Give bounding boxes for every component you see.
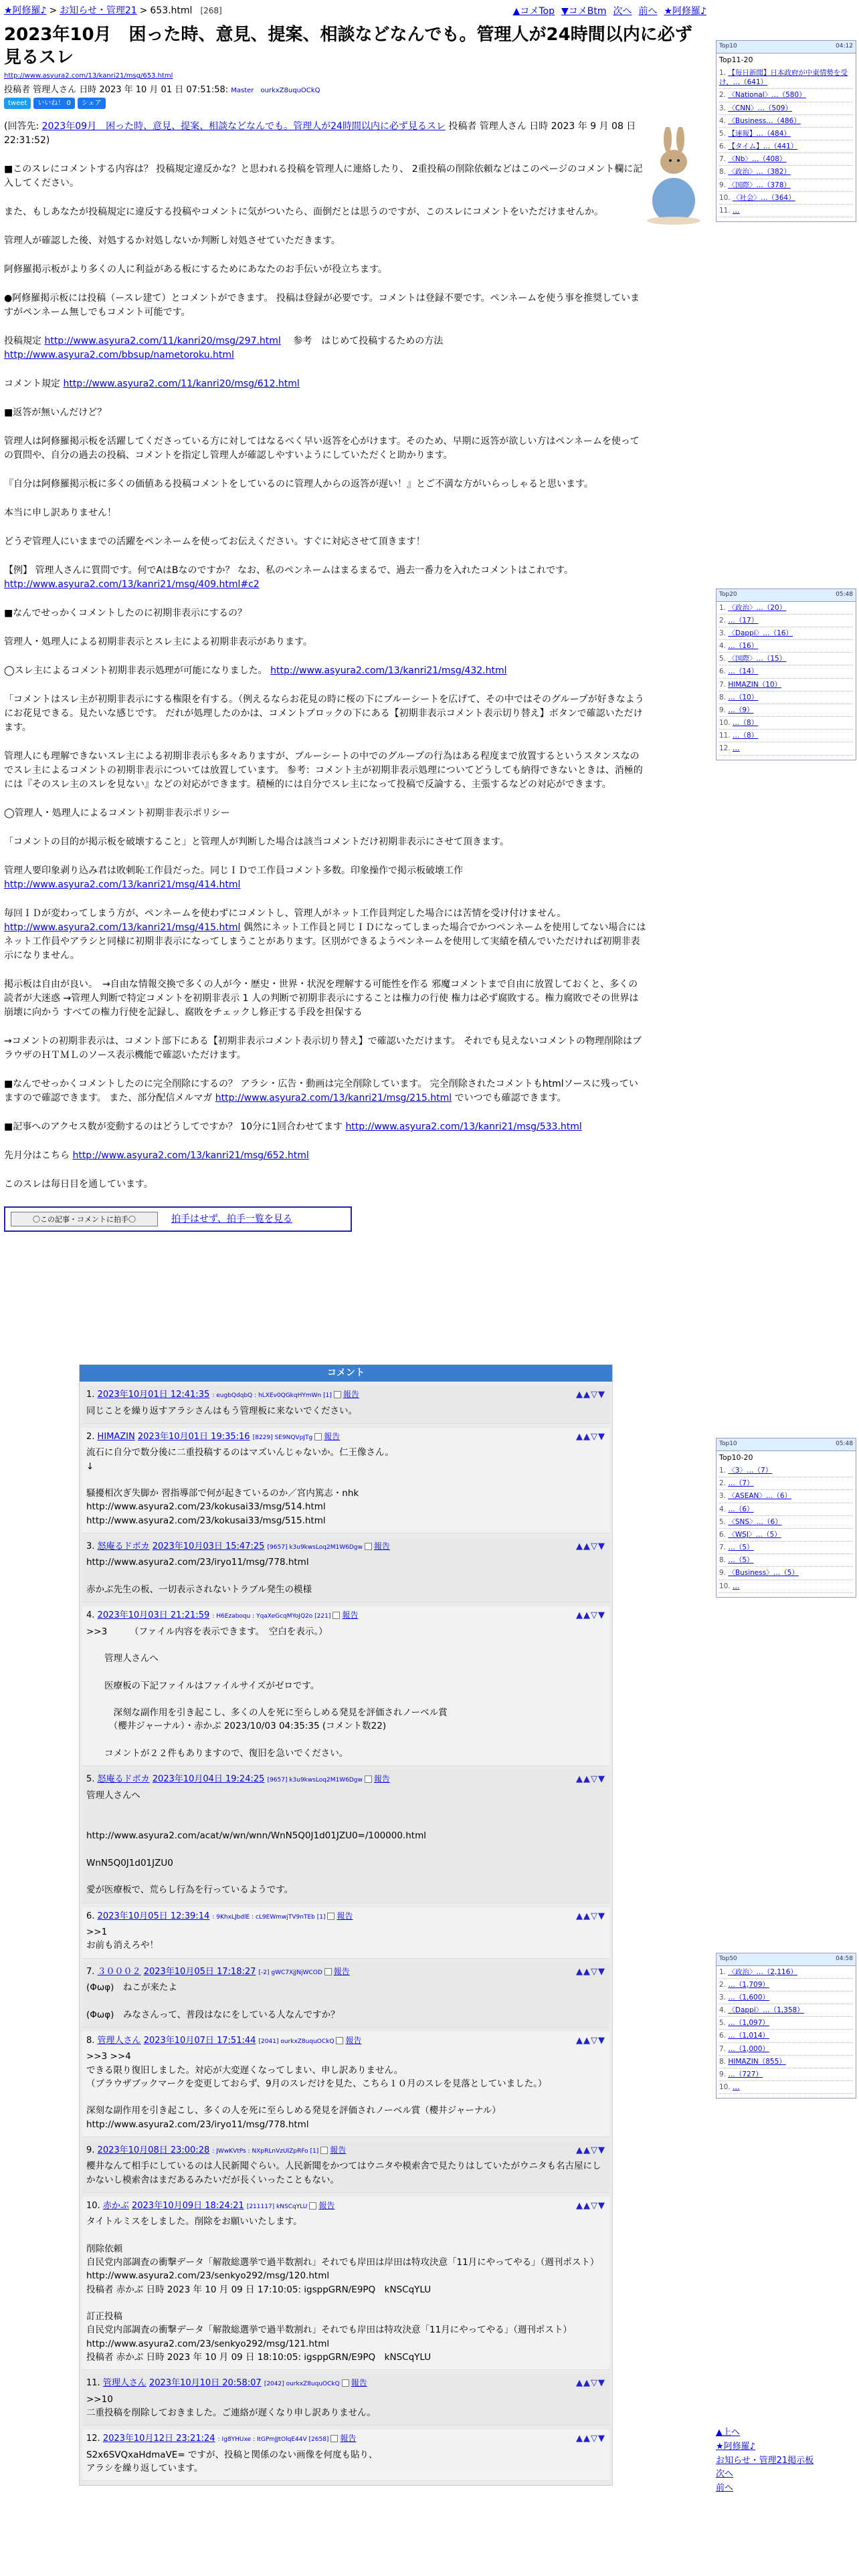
comment-nav-arrows-icon[interactable]: ▲▲▽▼	[576, 2035, 605, 2046]
report-checkbox[interactable]	[320, 2147, 328, 2154]
ranking-item: 1. 〈政治〉…（20）	[719, 602, 853, 615]
main-column	[4, 0, 706, 1248]
comment-number: 11.	[86, 2378, 100, 2388]
ranking-box-header: Top50 04:58	[717, 1953, 856, 1966]
ranking-item: 11. …	[719, 205, 853, 217]
ranking-item-link[interactable]: …（5）	[728, 1543, 754, 1552]
body-paragraph: 管理人にも理解できないスレ主による初期非表示も多々ありますが、ブルーシートの中でのグループの行為はある程度まで放置するというスタンスなのでスレ主によるコメントの初期非表示については放置しています。 参考：コメント主が初期非表示処理についてどうしても納得できないときは、消極的には『そのスレ主のスレを見ない』などの対応ができます。積極的には自分でスレ主になって投稿で反論する、主張するなどの対応ができます。	[4, 751, 643, 790]
report-link[interactable]: 報告	[333, 1966, 350, 1976]
body-paragraph: 先月分はこちら http://www.asyura2.com/13/kanri21/msg/652.html	[4, 1150, 309, 1162]
comment-text: タイトルミスをしました。削除をお願いいたします。 削除依頼 自民党内部調査の衝撃データ「解散総選挙で過半数割れ」それでも岸田は岸田は特攻決意「11月にやってやる」（週刊ポスト） http://www.asyura2.com/23/senkyo292/msg/120.html 投稿者 赤かぶ 日時 2023 年 10 月 09 日 17:10:05: igsppGRN/E9PQ kNSCqYLU 訂正投稿 自民党内部調査の衝撃データ「解散総選挙で過半数割れ」それでも岸田は特攻決意「11月にやってやる」（週刊ポスト） http://www.asyura2.com/23/senkyo292/msg/121.html 投稿者 赤かぶ 日時 2023 年 10 月 09 日 18:10:05: igsppGRN/E9PQ kNSCqYLU	[86, 2216, 599, 2363]
comment-date-link[interactable]: 2023年10月07日 17:51:44	[143, 2035, 256, 2046]
comment-date-link[interactable]: 2023年10月05日 17:18:27	[143, 1966, 256, 1977]
ranking-item: 6. 〈WSJ〉…（5）	[719, 1529, 853, 1541]
ranking-item: 2. …（7）	[719, 1477, 853, 1490]
comment-header	[86, 2432, 605, 2446]
ranking-item-link[interactable]: 〈社会〉…（364）	[733, 193, 795, 202]
report-checkbox[interactable]	[309, 2202, 316, 2210]
ranking-box-header: Top10 04:12	[717, 41, 856, 53]
first-post-guide-link[interactable]: http://www.asyura2.com/bbsup/nametoroku.html	[4, 350, 234, 361]
comment-nav-arrows-icon[interactable]: ▲▲▽▼	[576, 2434, 605, 2444]
comment-header	[86, 2199, 605, 2213]
report-link[interactable]: 報告	[342, 1610, 359, 1620]
ranking-item: 3. …（1,600）	[719, 1992, 853, 2004]
ranking-item-link[interactable]: 〈Business…（486）	[728, 116, 801, 125]
body-paragraph: ●阿修羅掲示板には投稿（ースレ建て）とコメントができます。 投稿は登録が必要です。コメントは登録不要です。ペンネームを使う事を推奨していますがペンネーム無しでもコメント可能です。	[4, 293, 640, 318]
comment-date-link[interactable]: 2023年10月05日 12:39:14	[97, 1911, 210, 1921]
ranking-item: 1. 〈政治〉…（2,116）	[719, 1966, 853, 1979]
comment-header	[86, 1910, 605, 1923]
comment-date-link[interactable]: 2023年10月12日 23:21:24	[102, 2434, 215, 2444]
article-body	[4, 120, 646, 1232]
ranking-item: 10. …	[719, 1580, 853, 1593]
comment-number: 12.	[86, 2434, 100, 2444]
report-link[interactable]: 報告	[345, 2035, 362, 2045]
comment-nav-arrows-icon[interactable]: ▲▲▽▼	[576, 1390, 605, 1400]
example-comment-link[interactable]: http://www.asyura2.com/13/kanri21/msg/409.html#c2	[4, 579, 260, 591]
ranking-item-link[interactable]: …（9）	[728, 706, 754, 714]
ranking-item: 3. 〈CNN〉…（509）	[719, 102, 853, 115]
sidebar-bottom-link[interactable]: ▲上へ	[716, 2428, 740, 2438]
author-id[interactable]: Master ourkxZ8uquOCkQ	[231, 86, 320, 94]
ranking-item-link[interactable]: 〈Business〉…（5）	[728, 1569, 799, 1578]
comment-item	[82, 2374, 609, 2426]
ranking-box	[716, 1953, 856, 2099]
ranking-item-link[interactable]: …	[733, 206, 740, 215]
comment-header	[86, 2144, 605, 2157]
article-author-date: 投稿者 管理人さん 日時 2023 年 10 月 01 日 07:51:58:	[4, 84, 229, 95]
report-checkbox[interactable]	[342, 2379, 349, 2387]
ranking-item-link[interactable]: …（14）	[728, 667, 759, 676]
breadcrumb-home-link[interactable]: ★阿修羅♪	[4, 5, 47, 16]
comment-item	[82, 1606, 609, 1766]
ranking-item: 3. 〈Dappi〉…（16）	[719, 627, 853, 640]
comment-top-link[interactable]: ▲コメTop	[512, 6, 555, 17]
report-checkbox[interactable]	[365, 1776, 372, 1783]
breadcrumb-board-link[interactable]: お知らせ・管理21	[60, 5, 137, 16]
body-paragraph: 『自分は阿修羅掲示板に多くの価値ある投稿コメントをしているのに管理人からの返答が遅い！』とご不満な方がいらっしゃると思います。	[4, 479, 593, 490]
ranking-item: 5. 〈国際〉…（15）	[719, 653, 853, 665]
ranking-item-link[interactable]: …（1,600）	[728, 1993, 769, 2002]
report-checkbox[interactable]	[332, 1612, 340, 1619]
right-navigation	[513, 5, 706, 19]
reply-to-line: (回答先: 2023年09月 困った時、意見、提案、相談などなんでも。管理人が24時間以内に必ず見るスレ 投稿者 管理人さん 日時 2023 年 9 月 08 日 22:31:52)	[4, 121, 636, 146]
ranking-item-link[interactable]: …	[733, 744, 740, 753]
sidebar-bottom-links	[716, 2426, 814, 2496]
comment-bottom-link[interactable]: ▼コメBtm	[561, 6, 607, 17]
comment-date-link[interactable]: 2023年10月10日 20:58:07	[149, 2378, 262, 2388]
ranking-item-link[interactable]: …	[733, 1582, 740, 1590]
ranking-item: 7. 〈Nb〉…（408）	[719, 153, 853, 166]
ranking-item: 4. …（16）	[719, 640, 853, 653]
ranking-item-link[interactable]: …（6）	[728, 1505, 754, 1513]
ranking-item: 8. …（5）	[719, 1554, 853, 1567]
comment-list	[80, 1386, 612, 2481]
ranking-item-link[interactable]: 〈国際〉…（378）	[728, 181, 791, 189]
last-month-link[interactable]: http://www.asyura2.com/13/kanri21/msg/652.html	[72, 1150, 309, 1162]
ranking-item-link[interactable]: 〈ASEAN〉…（6）	[728, 1492, 792, 1501]
ranking-item-link[interactable]: 〈WSJ〉…（5）	[728, 1530, 781, 1539]
body-paragraph: どうぞ管理人にいままでの活躍をペンネームを使ってお伝えください。すぐに対応させて頂きます！	[4, 536, 425, 548]
body-paragraph: 毎回ＩＤが変わってしまう方が、ペンネームを使わずにコメントし、管理人がネット工作員判定した場合には苦情を受け付けません。 http://www.asyura2.com/13/kanri21/msg/415.html 偶然にネット工作員と同じＩＤになってしまった場合でかつペンネームを使用してない場合にはネット工作員やアラシと同様に初期非表示になってしまうことがあります。区別ができるようペンネームを使用して実績を積んでいただければ初期非表示になりません。	[4, 908, 646, 962]
comment-item	[82, 1963, 609, 2028]
body-paragraph: 管理人・処理人による初期非表示とスレ主による初期非表示があります。	[4, 637, 312, 648]
comment-rules-link[interactable]: http://www.asyura2.com/11/kanri20/msg/612.html	[63, 379, 300, 390]
comment-date-link[interactable]: 2023年10月03日 21:21:59	[97, 1610, 210, 1620]
ranking-item-link[interactable]: 【毎日新聞】日本政府が中東情勢を受け、…（641）	[719, 69, 848, 87]
clap-list-link[interactable]: 拍手はせず、拍手一覧を見る	[171, 1213, 292, 1224]
ranking-item: 6. …（1,014）	[719, 2030, 853, 2042]
ranking-list	[717, 602, 856, 760]
comments-section	[79, 1364, 613, 2486]
comment-header	[86, 1430, 605, 1444]
comment-nav-arrows-icon[interactable]: ▲▲▽▼	[576, 1431, 605, 1442]
ranking-list	[717, 1465, 856, 1597]
view-count: [268]	[200, 6, 222, 15]
comment-item	[82, 2032, 609, 2137]
body-paragraph: 管理人が確認した後、対処するか対処しないか判断し対処させていただきます。	[4, 235, 341, 247]
ranking-item: 8. HIMAZIN（855）	[719, 2056, 853, 2068]
comment-header	[86, 1609, 605, 1622]
comment-nav-arrows-icon[interactable]: ▲▲▽▼	[576, 1966, 605, 1977]
share-buttons	[4, 98, 106, 109]
ranking-item: 6. …（14）	[719, 665, 853, 678]
comment-item	[82, 1386, 609, 1424]
ranking-item-link[interactable]: HIMAZIN（855）	[728, 2057, 786, 2066]
comment-text: 櫻井なんて相手にしているのは人民新聞ぐらい。人民新聞をかつてはウニタや模索舎で見たりはしていたがウニタも名古屋にしかないし模索舎はまだあるみたいだが長くいったこともない。	[86, 2161, 601, 2185]
comment-number: 8.	[86, 2035, 95, 2046]
body-paragraph: 管理人要印象剥り込み君は敗刺恥工作員だった。同じＩＤで工作員コメント多数。印象操作で掲示板破壊工作 http://www.asyura2.com/13/kanri21/msg/414.html	[4, 865, 463, 891]
ranking-item: 1. 【毎日新聞】日本政府が中東情勢を受け、…（641）	[719, 67, 853, 89]
ranking-item-link[interactable]: …（10）	[728, 693, 759, 702]
comment-text: 同じことを繰り返すアラシさんはもう管理板に来ないでください。	[86, 1405, 357, 1416]
ranking-item: 8. …（10）	[719, 691, 853, 704]
comment-header	[86, 1540, 605, 1553]
troll-report-link[interactable]: http://www.asyura2.com/13/kanri21/msg/414.html	[4, 879, 241, 891]
comment-date-link[interactable]: 2023年10月09日 18:24:21	[131, 2200, 244, 2211]
ranking-item-link[interactable]: …	[733, 2083, 740, 2092]
body-paragraph: ■返答が無いんだけど？	[4, 407, 107, 419]
ranking-item: 9. 〈Business〉…（5）	[719, 1567, 853, 1580]
comment-author-link[interactable]: 管理人さん	[102, 2378, 147, 2388]
body-paragraph: 阿修羅掲示板がより多くの人に利益がある板にするためにあなたのお手伝いが役立ちます。	[4, 264, 387, 276]
comment-text: >>1 お前も消えろや！	[86, 1927, 159, 1951]
body-paragraph: 「コメントはスレ主が初期非表示にする権限を有する。（例えるならお花見の時に桜の下にブルーシートを広げて、その中ではそのグループが好きなようにお花見できる。見たいな感じです。 だれが処理したのかは、コメントブロックの下にある【初期非表示コメント表示切り替え】ボタンで確認いただけます。	[4, 694, 644, 734]
comment-number: 6.	[86, 1911, 95, 1921]
ranking-box-title: Top11-20	[719, 55, 753, 64]
ranking-item-link[interactable]: …（1,014）	[728, 2032, 769, 2040]
report-checkbox[interactable]	[336, 2037, 343, 2044]
ranking-item-link[interactable]: …（7）	[728, 1479, 754, 1488]
comment-text: 流石に自分で数分後に二重投稿するのはマズいんじゃないか。仁王像さん。 ↓ 騒擾相次ぎ失脚か 習指導部で何が起きているのか／宮内篤志・nhk http://www.asyura2.com/23/kokusai33/msg/514.html http://www.asyura2.com/23/kokusai33/msg/515.html	[86, 1447, 394, 1526]
comment-header	[86, 2377, 605, 2390]
clap-box	[4, 1206, 352, 1232]
comment-author-link[interactable]: 怒庵るドボカ	[97, 1541, 150, 1551]
ranking-box	[716, 40, 856, 222]
comment-number: 5.	[86, 1774, 95, 1784]
ranking-item-link[interactable]: …（8）	[733, 732, 759, 740]
comment-id[interactable]: : eugbQdqbQ : hLXEv0QGkqHYmWn [1]	[212, 1392, 332, 1399]
ranking-item: 6. 【タイム】…（441）	[719, 140, 853, 153]
ranking-item: 11. …（8）	[719, 730, 853, 742]
comment-text: >>3 （ファイル内容を表示できます。 空白を表示。） 管理人さんへ 医療板の下記ファイルはファイルサイズがゼロです。 深刻な副作用を引き起こし、多くの人を死に至らしめる発見を評価されノーベル賞 （櫻井ジャーナル）・赤かぶ 2023/10/03 04:35:35 (コメント数22) コメントが２２件もありますので、復旧を急いでください。	[86, 1626, 448, 1759]
posting-rules-link[interactable]: http://www.asyura2.com/11/kanri20/msg/297.html	[44, 336, 281, 347]
breadcrumb-separator: >	[49, 5, 58, 16]
comment-number: 2.	[86, 1431, 95, 1442]
ranking-box	[716, 588, 856, 760]
comment-text: >>10 二重投稿を削除しておきました。ご連絡が遅くなり申し訳ありません。	[86, 2393, 376, 2418]
body-paragraph: コメント規定 http://www.asyura2.com/11/kanri20/msg/612.html	[4, 379, 300, 390]
body-paragraph: 【例】 管理人さんに質問です。何でAはBなのですか？ なお、私のペンネームはまるまるで、過去一番力を入れたコメントはこれです。 http://www.asyura2.com/13/kanri21/msg/409.html#c2	[4, 565, 573, 591]
body-paragraph: ■なんでせっかくコメントしたのに完全削除にするの？ アラシ・広告・動画は完全削除しています。 完全削除されたコメントもhtmlソースに残っていますので確認できます。 また、部分配信メルマガ http://www.asyura2.com/13/kanri21/msg/215.html でいつでも確認できます。	[4, 1079, 638, 1104]
comment-date-link[interactable]: 2023年10月04日 19:24:25	[152, 1774, 265, 1784]
comment-id[interactable]: : H6Ezaboqu : YqaXeGcqMYoJQ2o [221]	[212, 1613, 331, 1620]
next-link[interactable]: 次へ	[613, 6, 632, 17]
ranking-item-link[interactable]: …（8）	[733, 719, 759, 728]
ranking-box-header: Top20 05:48	[717, 589, 856, 602]
report-link[interactable]: 報告	[351, 2378, 367, 2387]
ranking-item: 3. 〈ASEAN〉…（6）	[719, 1490, 853, 1503]
comment-id[interactable]: [9657] k3u9kwsLoq2M1W6Dgw	[267, 1777, 363, 1784]
ranking-item-link[interactable]: HIMAZIN（10）	[728, 680, 782, 689]
body-paragraph: 本当に申し訳ありません！	[4, 508, 116, 519]
ranking-item-link[interactable]: …（1,000）	[728, 2044, 769, 2053]
ranking-item-link[interactable]: 〈Nb〉…（408）	[728, 155, 787, 164]
comment-date-link[interactable]: 2023年10月01日 12:41:35	[97, 1390, 210, 1400]
ranking-item: 4. 〈Dappi〉…（1,358）	[719, 2004, 853, 2017]
comment-header	[86, 1388, 605, 1402]
ranking-item: 7. …（5）	[719, 1541, 853, 1554]
report-checkbox[interactable]	[334, 1391, 341, 1398]
ranking-item-link[interactable]: 〈CNN〉…（509）	[728, 104, 792, 112]
ranking-item: 8. 〈政治〉…（382）	[719, 166, 853, 179]
report-checkbox[interactable]	[365, 1543, 372, 1550]
body-paragraph: 管理人は阿修羅掲示板を活躍してくださっている方に対してはなるべく早い返答を心がけます。そのため、早期に返答が欲しい方はペンネームを使っての質問や、自分の過去の投稿、コメントを指定し管理人が確認しやすいようにしていただくと助かります。	[4, 436, 640, 461]
report-link[interactable]: 報告	[330, 2145, 347, 2155]
comment-author-link[interactable]: 管理人さん	[97, 2035, 141, 2046]
comment-item	[82, 1770, 609, 1903]
ranking-item-link[interactable]: 〈国際〉…（15）	[728, 655, 787, 663]
ranking-item-link[interactable]: 〈National〉…（580）	[728, 91, 806, 100]
body-paragraph: ■記事へのアクセス数が変動するのはどうしてですか？ 10分に1回合わせてます http://www.asyura2.com/13/kanri21/msg/533.html	[4, 1121, 582, 1133]
comment-nav-arrows-icon[interactable]: ▲▲▽▼	[576, 2378, 605, 2388]
comment-nav-arrows-icon[interactable]: ▲▲▽▼	[576, 2200, 605, 2211]
body-paragraph: ■このスレにコメントする内容は？ 投稿規定違反かな？と思われる投稿を管理人に連絡したり、 2重投稿の削除依頼などはこのページのコメント欄に記入してください。	[4, 164, 643, 189]
ranking-item: 5. 【速報】…（484）	[719, 128, 853, 140]
report-checkbox[interactable]	[327, 1913, 335, 1920]
page-title: 2023年10月 困った時、意見、提案、相談などなんでも。管理人が24時間以内に必ず見るスレ	[4, 25, 692, 68]
article-url-link[interactable]: http://www.asyura2.com/13/kanri21/msg/653.html	[4, 72, 173, 80]
body-paragraph: また、もしあなたが投稿規定に違反する投稿やコメントに気がついたら、面倒だとは思うのですが、このスレにコメントをいただけませんか。	[4, 207, 603, 218]
ranking-item-link[interactable]: …（5）	[728, 1556, 754, 1565]
ranking-box-title: Top10-20	[719, 1453, 753, 1462]
ranking-box-header: Top10 05:48	[717, 1438, 856, 1451]
ranking-item: 10. …	[719, 2081, 853, 2094]
comment-nav-arrows-icon[interactable]: ▲▲▽▼	[576, 1541, 605, 1551]
body-paragraph: 「コメントの目的が掲示板を破壊すること」と管理人が判断した場合は該当コメントだけ初期非表示にさせて頂きます。	[4, 837, 509, 848]
comment-number: 1.	[86, 1390, 95, 1400]
comment-item	[82, 1907, 609, 1959]
peter-rabbit-illustration-icon	[644, 127, 704, 227]
ranking-item: 5. 〈SNS〉…（6）	[719, 1516, 853, 1529]
comment-author-link[interactable]: 赤かぶ	[102, 2200, 129, 2211]
comment-item	[82, 2430, 609, 2481]
comment-header	[86, 1965, 605, 1979]
comment-id[interactable]: [211117] kNSCqYLU	[246, 2203, 308, 2210]
body-paragraph: ◯管理人・処理人によるコメント初期非表示ポリシー	[4, 808, 230, 819]
ranking-item: 2. …（1,709）	[719, 1979, 853, 1992]
ranking-item: 10. 〈社会〉…（364）	[719, 192, 853, 205]
comment-item	[82, 1537, 609, 1602]
ranking-item: 7. …（1,000）	[719, 2043, 853, 2056]
comment-author-link[interactable]: HIMAZIN	[97, 1431, 135, 1442]
ranking-list	[717, 67, 856, 221]
ranking-item: 9. …（727）	[719, 2068, 853, 2081]
ranking-item-link[interactable]: 【速報】…（484）	[728, 129, 791, 138]
body-paragraph: ◯スレ主によるコメント初期非表示処理が可能になりました。 http://www.asyura2.com/13/kanri21/msg/432.html	[4, 665, 507, 677]
comment-nav-arrows-icon[interactable]: ▲▲▽▼	[576, 1610, 605, 1620]
home-link[interactable]: ★阿修羅♪	[664, 6, 706, 17]
comment-text: http://www.asyura2.com/23/iryo11/msg/778.html 赤かぶ先生の板、一切表示されないトラブル発生の模様	[86, 1557, 312, 1595]
ranking-item-link[interactable]: 〈Dappi〉…（16）	[728, 629, 793, 637]
comment-date-link[interactable]: 2023年10月01日 19:35:16	[137, 1431, 250, 1442]
right-navigation-wrapper	[4, 0, 706, 21]
comment-number: 7.	[86, 1966, 95, 1977]
comment-nav-arrows-icon[interactable]: ▲▲▽▼	[576, 1774, 605, 1784]
sidebar-bottom-link[interactable]: 次へ	[716, 2469, 734, 2480]
id-policy-link[interactable]: http://www.asyura2.com/13/kanri21/msg/415.html	[4, 922, 241, 934]
report-checkbox[interactable]	[324, 1968, 332, 1975]
comment-item	[82, 1428, 609, 1533]
ranking-item-link[interactable]: 〈3〉…（7）	[728, 1467, 773, 1475]
comment-header	[86, 1773, 605, 1786]
prev-link[interactable]: 前へ	[638, 6, 658, 17]
ranking-item: 12. …	[719, 742, 853, 755]
comment-number: 10.	[86, 2200, 100, 2211]
ranking-item: 1. 〈3〉…（7）	[719, 1465, 853, 1477]
report-link[interactable]: 報告	[343, 1390, 359, 1399]
comment-nav-arrows-icon[interactable]: ▲▲▽▼	[576, 2145, 605, 2155]
comment-text: 管理人さんへ http://www.asyura2.com/acat/w/wn/wnn/WnN5Q0J1d01JZU0=/100000.html WnN5Q0J1d01JZU0 愛が医療板で、荒らし行為を行っているようです。	[86, 1790, 426, 1896]
ranking-item: 2. 〈National〉…（580）	[719, 89, 853, 102]
ranking-item-link[interactable]: 【タイム】…（441）	[728, 142, 798, 151]
ranking-item: 2. …（17）	[719, 615, 853, 627]
comment-text: >>3 >>4 できる限り復旧しました。対応が大変遅くなってしまい、申し訳ありません。 （ブラウザブックマークを変更しておらず、9月のスレだけを見た、こちら１０月のスレを見落としていました。） 深刻な副作用を引き起こし、多くの人を死に至らしめる発見を評価されノーベル賞（櫻井ジャーナル） http://www.asyura2.com/23/iryo11/msg/778.html	[86, 2051, 547, 2130]
comment-nav-arrows-icon[interactable]: ▲▲▽▼	[576, 1911, 605, 1921]
breadcrumb-separator: >	[139, 5, 148, 16]
comment-id[interactable]: [2041] ourkxZ8uquOCkQ	[258, 2038, 335, 2045]
access-count-link[interactable]: http://www.asyura2.com/13/kanri21/msg/533.html	[345, 1121, 582, 1133]
reply-to-link[interactable]: 2023年09月 困った時、意見、提案、相談などなんでも。管理人が24時間以内に必ず見るスレ	[41, 121, 446, 132]
body-paragraph: ■なんでせっかくコメントしたのに初期非表示にするの？	[4, 608, 247, 619]
ranking-item: 9. …（9）	[719, 704, 853, 717]
comment-id[interactable]: : 9KhxLJbdlE : cL9EWmwjTV9nTEb [1]	[212, 1913, 326, 1921]
ranking-item-link[interactable]: …（727）	[728, 2070, 763, 2078]
report-link[interactable]: 報告	[337, 1911, 353, 1921]
ranking-box	[716, 1438, 856, 1598]
body-paragraph: →コメントの初期非表示は、コメント部下にある【初期非表示コメント表示切り替え】で確認いただけます。 それでも見えないコメントの物理削除はブラウザのＨＴＭＬのソース表示機能で確認いただけます。	[4, 1036, 642, 1061]
ranking-item: 9. 〈国際〉…（378）	[719, 179, 853, 192]
ranking-item-link[interactable]: …（16）	[728, 642, 759, 651]
comment-id[interactable]: [8229] SE9NQVpJTg	[252, 1434, 313, 1441]
tweet-button[interactable]: tweet	[4, 98, 31, 109]
comment-id[interactable]: [9657] k3u9kwsLoq2M1W6Dgw	[267, 1543, 363, 1551]
ranking-item-link[interactable]: 〈SNS〉…（6）	[728, 1517, 782, 1526]
sidebar-bottom-link[interactable]: 前へ	[716, 2483, 734, 2494]
newsletter-link[interactable]: http://www.asyura2.com/13/kanri21/msg/215.html	[215, 1093, 452, 1104]
clap-button[interactable]: 〇この記事・コメントに拍手〇	[11, 1212, 158, 1226]
breadcrumb-current: 653.html	[150, 5, 193, 16]
like-button[interactable]: いいね！ 0	[33, 98, 75, 109]
comment-author-link[interactable]: ３０００２	[97, 1966, 141, 1977]
comment-author-link[interactable]: 怒庵るドボカ	[97, 1774, 150, 1784]
report-checkbox[interactable]	[314, 1433, 322, 1440]
ranking-item-link[interactable]: 〈政治〉…（20）	[728, 603, 787, 612]
report-link[interactable]: 報告	[340, 2434, 357, 2443]
ranking-item: 10. …（8）	[719, 717, 853, 730]
comment-header	[86, 2034, 605, 2048]
ranking-item-link[interactable]: 〈Dappi〉…（1,358）	[728, 2006, 804, 2015]
sidebar-bottom-link[interactable]: ★阿修羅♪	[716, 2441, 755, 2452]
share-button[interactable]: シェア	[78, 98, 106, 109]
ranking-item: 4. 〈Business…（486）	[719, 115, 853, 128]
comment-text: (Φωφ) ねこが来たよ (Φωφ) みなさんって、普段はなにをしている人なんですか？	[86, 1982, 340, 2020]
ranking-item: 7. HIMAZIN（10）	[719, 679, 853, 691]
ranking-item-link[interactable]: …（1,709）	[728, 1980, 769, 1989]
comment-item	[82, 2197, 609, 2370]
comment-number: 4.	[86, 1610, 95, 1620]
report-link[interactable]: 報告	[318, 2200, 335, 2210]
report-checkbox[interactable]	[330, 2435, 338, 2442]
ranking-item-link[interactable]: …（1,097）	[728, 2019, 769, 2028]
report-link[interactable]: 報告	[324, 1431, 341, 1441]
body-paragraph: 投稿規定 http://www.asyura2.com/11/kanri20/msg/297.html 参考 はじめて投稿するための方法 http://www.asyura2.com/bbsup/nametoroku.html	[4, 336, 444, 361]
ranking-list	[717, 1966, 856, 2099]
sidebar-bottom-link[interactable]: お知らせ・管理21掲示板	[716, 2455, 814, 2466]
comments-header: コメント	[80, 1365, 612, 1382]
thread-owner-hide-link[interactable]: http://www.asyura2.com/13/kanri21/msg/432.html	[270, 665, 507, 677]
body-paragraph: このスレは毎日目を通しています。	[4, 1179, 153, 1190]
comment-id[interactable]: : JWwKVtPs : NXpRLnVzUIZpRFo [1]	[212, 2147, 319, 2155]
report-link[interactable]: 報告	[373, 1774, 390, 1784]
comment-date-link[interactable]: 2023年10月03日 15:47:25	[152, 1541, 265, 1551]
ranking-item-link[interactable]: 〈政治〉…（2,116）	[728, 1967, 797, 1976]
body-paragraph: 掲示板は自由が良い。 →自由な情報交換で多くの人が今・歴史・世界・状況を理解する可能性を作る 邪魔コメントまで自由に放置しておくと、多くの読者が大迷惑 →管理人判断で特定コメントを初期非表示 1 人の判断で初期非表示にすることは権力の行使 権力は必ず腐敗する。権力腐敗でその世界は崩壊に向かう すべての権力行使を記録し、腐敗をチェックし修正する手段を担保する	[4, 979, 639, 1018]
comment-text: S2x6SVQxaHdmaVE= ですが、投稿と関係のない画像を何度も貼り、 アラシを繰り返しています。	[86, 2449, 378, 2474]
ranking-item-link[interactable]: 〈政治〉…（382）	[728, 168, 791, 177]
report-link[interactable]: 報告	[373, 1541, 390, 1551]
comment-item	[82, 2141, 609, 2193]
comment-date-link[interactable]: 2023年10月08日 23:00:28	[97, 2145, 210, 2155]
comment-number: 9.	[86, 2145, 95, 2155]
ranking-item-link[interactable]: …（17）	[728, 616, 759, 625]
comment-id[interactable]: [-2] gWC7XjJNjWCOD	[258, 1969, 322, 1976]
ranking-item: 4. …（6）	[719, 1503, 853, 1516]
ranking-item: 5. …（1,097）	[719, 2017, 853, 2030]
article-meta	[4, 84, 706, 97]
comment-id[interactable]: : Ig8YHUxe : ItGPmJJtOlqE44V [2658]	[217, 2436, 329, 2443]
comment-id[interactable]: [2042] ourkxZ8uquOCkQ	[264, 2381, 340, 2387]
comment-number: 3.	[86, 1541, 95, 1551]
